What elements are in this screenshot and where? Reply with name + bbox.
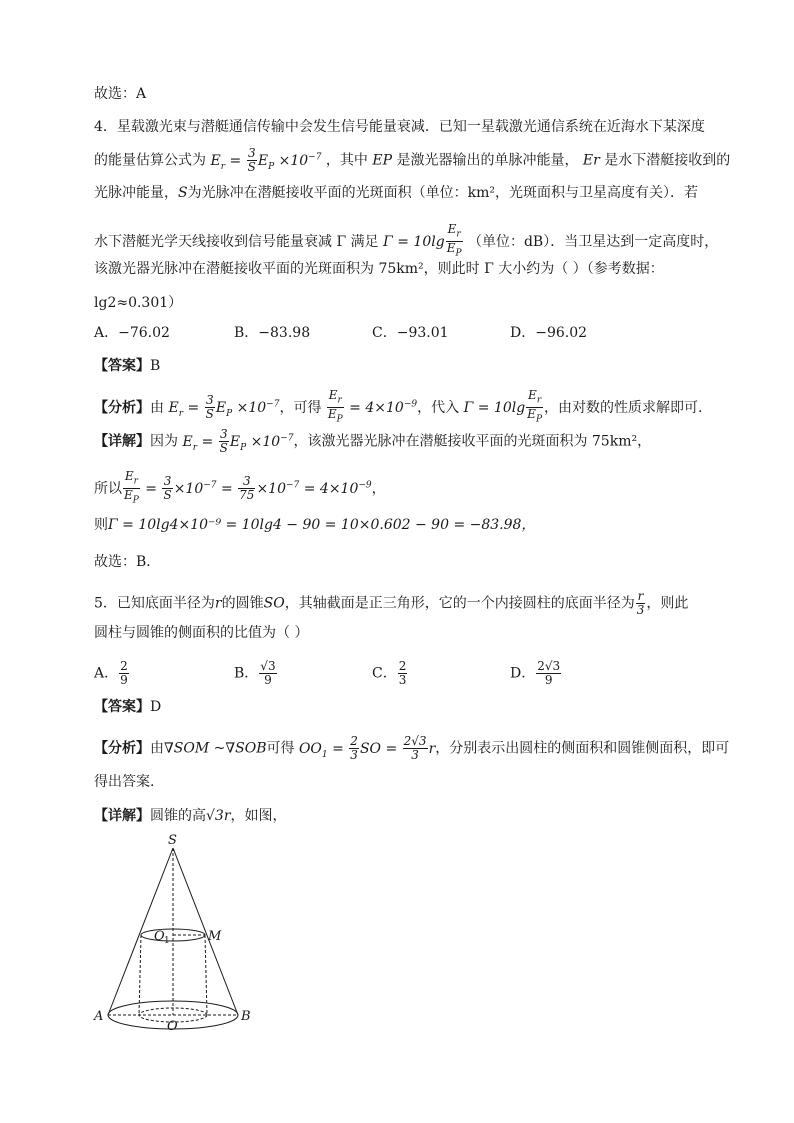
label-o1: O — [154, 929, 165, 944]
q4-option-a: A．−76.02 — [94, 325, 170, 341]
formula-er-2: $E_r$ = $\frac{3}{S}$ $E_P \times 10^{-7}$ — [168, 393, 280, 422]
q5-text: 可得 — [266, 740, 295, 757]
formula-result: Γ = 10lg4×10⁻⁹ = 10lg4 − 90 = 10×0.602 − 90 = −83.98， — [108, 517, 536, 533]
answer-tag: 【答案】 — [94, 358, 150, 374]
q4-text: 为光脉冲在潜艇接收平面的光斑面积（单位：km²，光斑面积与卫星高度有关）．若 — [187, 185, 698, 201]
q5-analysis-1 — [94, 735, 729, 764]
q4-text: ，可得 — [279, 399, 322, 416]
answer-value: B — [150, 358, 161, 374]
q4-var-ep: EP — [372, 152, 392, 169]
q4-option-c: C．−93.01 — [372, 325, 449, 341]
formula-oo1: $OO_1$ = $\frac{2}{3}$ SO = $\frac{2√3}{3}$ r — [298, 734, 436, 762]
q5-analysis-2 — [94, 772, 154, 792]
label-o: O — [167, 1019, 178, 1034]
q4-text: 因为 — [150, 433, 178, 450]
q4-text: 所以 — [94, 480, 122, 497]
q4-line-3 — [94, 183, 698, 203]
label-b: B — [241, 1009, 251, 1024]
formula-calc: $\frac{E_r}{E_P}$ = $\frac{3}{S}$ $\times 10^{-7}$ = $\frac{3}{75}$ $\times 10^{-7} = 4\times 10^{-9}$ — [124, 469, 372, 506]
q5-line-1 — [94, 590, 688, 617]
label-s: S — [168, 833, 177, 848]
q5-var-so: SO — [263, 595, 285, 612]
formula-er-3: $E_r$ = $\frac{3}{S}$ $E_P \times 10^{-7}$ — [182, 427, 294, 456]
q5-text: ，如图， — [230, 808, 287, 824]
cone-diagram — [88, 830, 278, 1040]
q4-text: ，由对数的性质求解即可. — [544, 399, 703, 416]
frac-r-3: $\frac{r}{3}$ — [636, 589, 645, 617]
q4-option-b: B．−83.98 — [234, 325, 311, 341]
q5-line-2 — [94, 623, 308, 643]
analysis-tag: 【分析】 — [94, 399, 150, 416]
analysis-tag: 【分析】 — [94, 740, 150, 757]
formula-gamma-2: Γ = 10lg $\frac{E_r}{E_P}$ — [463, 388, 542, 425]
q5-option-d: D． $\frac{2√3}{9}$ — [510, 659, 561, 687]
q5-text: 圆柱与圆锥的侧面积的比值为（ ） — [94, 625, 309, 641]
q5-option-c: C． $\frac{2}{3}$ — [372, 659, 407, 687]
q4-var-er: Er — [582, 152, 600, 169]
q4-end-text: 故选：B． — [94, 554, 161, 570]
q4-line-6 — [94, 293, 182, 313]
prev-answer-line — [94, 84, 146, 104]
q5-var-r: r — [214, 595, 222, 612]
formula-gamma: Γ = 10lg $\frac{E_r}{E_P}$ — [383, 222, 462, 259]
q5-option-b: B． $\frac{√3}{9}$ — [234, 659, 276, 687]
q4-detail-3 — [94, 515, 535, 535]
q4-text: ，该激光器光脉冲在潜艇接收平面的光斑面积为 75km²， — [293, 433, 652, 450]
q4-line-4 — [94, 223, 718, 261]
detail-tag: 【详解】 — [94, 433, 150, 450]
q5-text: ，其轴截面是正三角形，它的一个内接圆柱的底面半径为 — [284, 595, 635, 612]
q5-detail — [94, 806, 287, 826]
label-a: A — [94, 1009, 104, 1024]
q4-detail-1 — [94, 428, 651, 457]
q5-text: 圆锥的高 — [150, 808, 206, 824]
q4-text: 是激光器输出的单脉冲能量， — [396, 152, 579, 169]
q4-text: 该激光器光脉冲在潜艇接收平面的光斑面积为 75km²，则此时 Γ 大小约为（ ）（参考数据： — [94, 261, 664, 277]
q4-text: 的能量估算公式为 — [94, 152, 206, 169]
q5-text: ，分别表示出圆柱的侧面积和圆锥侧面积，即可 — [435, 740, 730, 757]
q5-height: √3r — [206, 808, 231, 824]
q4-answer — [94, 356, 160, 376]
answer-tag: 【答案】 — [94, 699, 150, 715]
q5-text: 的圆锥 — [221, 595, 264, 612]
q4-line-5 — [94, 259, 664, 279]
q4-line-2 — [94, 147, 730, 176]
q4-text: 由 — [150, 399, 164, 416]
cone-figure — [88, 830, 278, 1044]
q4-text: ，其中 — [325, 152, 368, 169]
q4-option-d: D．−96.02 — [510, 325, 588, 341]
q4-var-s: S — [178, 185, 188, 201]
q5-text: 得出答案. — [94, 774, 155, 790]
similar-triangles: ∇SOM ~∇SOB — [164, 740, 267, 757]
q5-text: ，则此 — [646, 595, 689, 612]
formula-ratio: $\frac{E_r}{E_P}$ = $4\times 10^{-9}$ — [327, 388, 418, 425]
q4-analysis — [94, 389, 702, 427]
q5-option-a: A． $\frac{2}{9}$ — [94, 659, 128, 687]
q4-line-1 — [94, 117, 705, 137]
q4-text: 是水下潜艇接收到的 — [604, 152, 731, 169]
q4-text: lg2≈0.301） — [94, 295, 183, 311]
q4-text: 水下潜艇光学天线接收到信号能量衰减 Γ 满足 — [94, 233, 379, 250]
q4-text: （单位：dB）．当卫星达到一定高度时， — [467, 233, 719, 250]
q4-end — [94, 552, 160, 572]
q5-answer — [94, 697, 161, 717]
prev-answer-text: 故选：A — [94, 86, 147, 102]
label-m: M — [208, 929, 222, 944]
q4-text: 则 — [94, 517, 108, 533]
detail-tag: 【详解】 — [94, 808, 150, 824]
formula-er: $E_r$ = $\frac{3}{S}$ $E_P \times 10^{-7}$ — [210, 146, 322, 175]
cone-side-right — [173, 848, 238, 1015]
q5-text: 由 — [150, 740, 164, 757]
q4-text: 光脉冲能量， — [94, 185, 178, 201]
q4-detail-2: 所以 $\frac{E_r}{E_P}$ = $\frac{3}{S}$ $\times 10^{-7}$ = $\frac{3}{75}$ $\times 10^{-7} = 4\times 10^{-9}$， — [94, 469, 386, 506]
label-o1-sub: 1 — [164, 936, 170, 946]
answer-value: D — [150, 699, 162, 715]
q4-stem-part-a: 4．星载激光束与潜艇通信传输中会发生信号能量衰减．已知一星载激光通信系统在近海水下某深度 — [94, 119, 705, 135]
q4-text: ，代入 — [417, 399, 460, 416]
q5-text: 5．已知底面半径为 — [94, 595, 215, 612]
